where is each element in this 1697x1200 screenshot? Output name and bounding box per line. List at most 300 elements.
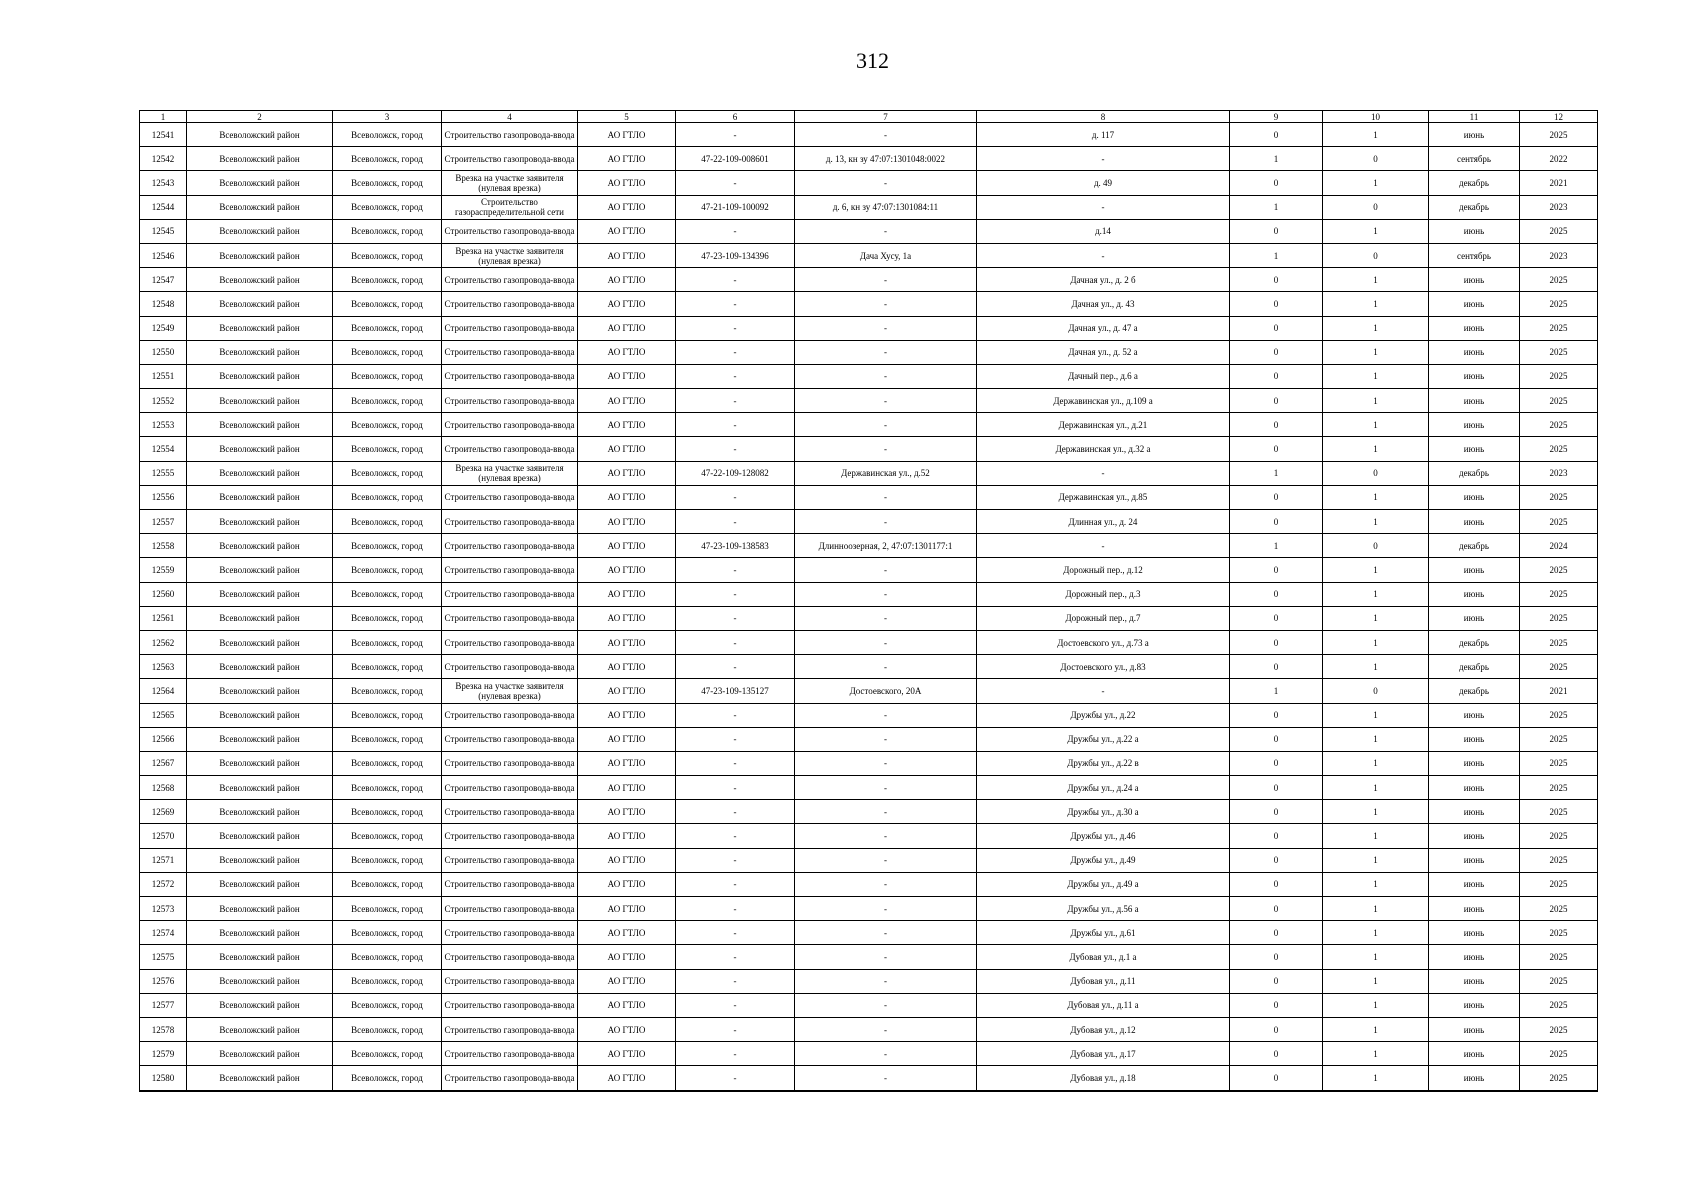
table-cell: -: [676, 316, 795, 340]
table-cell: АО ГТЛО: [578, 268, 676, 292]
table-cell: 12565: [140, 703, 187, 727]
table-cell: АО ГТЛО: [578, 1042, 676, 1066]
table-cell: 0: [1230, 606, 1323, 630]
table-cell: АО ГТЛО: [578, 655, 676, 679]
table-cell: Дружбы ул., д.22 в: [977, 751, 1230, 775]
table-cell: Всеволожск, город: [333, 872, 442, 896]
table-cell: 2024: [1520, 534, 1598, 558]
table-cell: Дружбы ул., д.56 а: [977, 897, 1230, 921]
table-cell: июнь: [1429, 993, 1520, 1017]
table-cell: 2021: [1520, 171, 1598, 195]
table-cell: 0: [1230, 510, 1323, 534]
table-cell: АО ГТЛО: [578, 727, 676, 751]
table-cell: Всеволожский район: [187, 485, 333, 509]
table-cell: Всеволожск, город: [333, 776, 442, 800]
table-row: [140, 1042, 1598, 1066]
table-cell: Строительство газопровода-ввода: [442, 510, 578, 534]
table-cell: Всеволожский район: [187, 921, 333, 945]
table-cell: 2025: [1520, 872, 1598, 896]
table-cell: декабрь: [1429, 195, 1520, 219]
table-cell: -: [676, 897, 795, 921]
table-cell: 0: [1323, 679, 1429, 703]
table-cell: декабрь: [1429, 630, 1520, 654]
table-cell: Всеволожский район: [187, 1042, 333, 1066]
table-cell: Дружбы ул., д.49: [977, 848, 1230, 872]
table-cell: Строительство газопровода-ввода: [442, 776, 578, 800]
table-cell: 1: [1323, 921, 1429, 945]
table-cell: Достоевского ул., д.83: [977, 655, 1230, 679]
table-cell: 12559: [140, 558, 187, 582]
table-cell: 12562: [140, 630, 187, 654]
table-cell: -: [795, 389, 977, 413]
table-row: [140, 316, 1598, 340]
table-cell: 1: [1323, 340, 1429, 364]
page-number: 312: [856, 48, 889, 73]
column-header: 12: [1520, 111, 1598, 123]
table-cell: Строительство газопровода-ввода: [442, 292, 578, 316]
table-cell: Дачная ул., д. 47 а: [977, 316, 1230, 340]
table-cell: -: [795, 316, 977, 340]
table-cell: 12575: [140, 945, 187, 969]
table-cell: июнь: [1429, 268, 1520, 292]
table-cell: июнь: [1429, 292, 1520, 316]
table-cell: -: [977, 461, 1230, 485]
table-cell: 2025: [1520, 292, 1598, 316]
table-cell: 2023: [1520, 243, 1598, 267]
table-row: [140, 751, 1598, 775]
table-cell: -: [795, 993, 977, 1017]
table-cell: АО ГТЛО: [578, 485, 676, 509]
table-cell: 1: [1323, 945, 1429, 969]
table-cell: Строительство газопровода-ввода: [442, 606, 578, 630]
table-cell: -: [676, 364, 795, 388]
table-cell: 2025: [1520, 510, 1598, 534]
table-cell: июнь: [1429, 510, 1520, 534]
table-cell: Всеволожск, город: [333, 147, 442, 171]
table-cell: -: [676, 485, 795, 509]
table-cell: 12557: [140, 510, 187, 534]
table-cell: -: [676, 993, 795, 1017]
table-row: [140, 413, 1598, 437]
table-cell: Всеволожск, город: [333, 630, 442, 654]
table-cell: сентябрь: [1429, 243, 1520, 267]
table-cell: 12544: [140, 195, 187, 219]
table-cell: Всеволожский район: [187, 751, 333, 775]
table-cell: Всеволожск, город: [333, 316, 442, 340]
table-cell: 1: [1323, 993, 1429, 1017]
table-cell: Всеволожский район: [187, 147, 333, 171]
table-cell: Всеволожск, город: [333, 389, 442, 413]
table-cell: Всеволожский район: [187, 340, 333, 364]
table-cell: 47-21-109-100092: [676, 195, 795, 219]
table-cell: Дружбы ул., д.22 а: [977, 727, 1230, 751]
table-cell: 2025: [1520, 340, 1598, 364]
table-cell: июнь: [1429, 606, 1520, 630]
table-cell: -: [676, 776, 795, 800]
table-row: [140, 219, 1598, 243]
table-cell: АО ГТЛО: [578, 606, 676, 630]
table-cell: -: [795, 897, 977, 921]
table-cell: Всеволожск, город: [333, 243, 442, 267]
table-cell: 0: [1230, 582, 1323, 606]
table-cell: 0: [1230, 316, 1323, 340]
table-cell: -: [795, 751, 977, 775]
table-cell: 2025: [1520, 945, 1598, 969]
table-cell: 2022: [1520, 147, 1598, 171]
table-cell: АО ГТЛО: [578, 364, 676, 388]
table-cell: 1: [1323, 800, 1429, 824]
table-cell: Строительство газопровода-ввода: [442, 800, 578, 824]
table-cell: декабрь: [1429, 679, 1520, 703]
table-cell: 0: [1230, 848, 1323, 872]
table-cell: -: [977, 243, 1230, 267]
table-cell: -: [676, 921, 795, 945]
table-cell: Достоевского, 20А: [795, 679, 977, 703]
table-cell: АО ГТЛО: [578, 1017, 676, 1041]
table-cell: 47-23-109-135127: [676, 679, 795, 703]
table-cell: -: [795, 219, 977, 243]
table-cell: Дача Хусу, 1а: [795, 243, 977, 267]
table-cell: июнь: [1429, 703, 1520, 727]
table-cell: -: [676, 655, 795, 679]
table-cell: 1: [1323, 582, 1429, 606]
table-cell: АО ГТЛО: [578, 993, 676, 1017]
table-cell: Державинская ул., д.21: [977, 413, 1230, 437]
table-cell: 12556: [140, 485, 187, 509]
table-cell: -: [676, 340, 795, 364]
table-cell: 0: [1230, 703, 1323, 727]
table-cell: 2025: [1520, 413, 1598, 437]
table-cell: -: [676, 606, 795, 630]
table-cell: АО ГТЛО: [578, 872, 676, 896]
table-cell: 12548: [140, 292, 187, 316]
table-cell: 2025: [1520, 751, 1598, 775]
table-row: [140, 389, 1598, 413]
table-cell: 12563: [140, 655, 187, 679]
table-cell: 12545: [140, 219, 187, 243]
table-cell: июнь: [1429, 1066, 1520, 1091]
table-row: [140, 243, 1598, 267]
table-cell: Дорожный пер., д.7: [977, 606, 1230, 630]
table-cell: -: [795, 655, 977, 679]
table-cell: -: [795, 292, 977, 316]
table-cell: Всеволожский район: [187, 630, 333, 654]
header-row: [140, 111, 1598, 123]
table-cell: 12568: [140, 776, 187, 800]
table-cell: Всеволожский район: [187, 606, 333, 630]
table-cell: 2025: [1520, 485, 1598, 509]
table-cell: Дубовая ул., д.1 а: [977, 945, 1230, 969]
table-row: [140, 364, 1598, 388]
table-cell: -: [795, 364, 977, 388]
table-cell: Строительство газопровода-ввода: [442, 558, 578, 582]
table-cell: 47-23-109-134396: [676, 243, 795, 267]
table-row: [140, 510, 1598, 534]
table-cell: 2025: [1520, 897, 1598, 921]
table-cell: 1: [1323, 969, 1429, 993]
table-cell: Строительство газораспределительной сети: [442, 195, 578, 219]
table-cell: -: [676, 727, 795, 751]
table-cell: 0: [1323, 461, 1429, 485]
table-cell: 1: [1323, 897, 1429, 921]
table-cell: АО ГТЛО: [578, 679, 676, 703]
table-cell: АО ГТЛО: [578, 630, 676, 654]
table-cell: 1: [1323, 1017, 1429, 1041]
table-cell: АО ГТЛО: [578, 945, 676, 969]
table-row: [140, 703, 1598, 727]
table-cell: -: [795, 969, 977, 993]
table-cell: 0: [1230, 292, 1323, 316]
table-cell: Всеволожск, город: [333, 945, 442, 969]
table-cell: июнь: [1429, 800, 1520, 824]
table-cell: 1: [1323, 727, 1429, 751]
table-cell: декабрь: [1429, 461, 1520, 485]
table-cell: июнь: [1429, 1017, 1520, 1041]
table-cell: июнь: [1429, 123, 1520, 147]
table-cell: Всеволожский район: [187, 993, 333, 1017]
table-cell: 1: [1323, 268, 1429, 292]
table-cell: -: [676, 437, 795, 461]
table-cell: Строительство газопровода-ввода: [442, 340, 578, 364]
table-cell: Всеволожский район: [187, 413, 333, 437]
table-row: [140, 1017, 1598, 1041]
table-cell: Строительство газопровода-ввода: [442, 824, 578, 848]
table-cell: Строительство газопровода-ввода: [442, 993, 578, 1017]
table-row: [140, 655, 1598, 679]
table-cell: АО ГТЛО: [578, 243, 676, 267]
table-cell: Дубовая ул., д.11 а: [977, 993, 1230, 1017]
table-cell: июнь: [1429, 921, 1520, 945]
table-cell: Всеволожск, город: [333, 897, 442, 921]
table-cell: Всеволожский район: [187, 195, 333, 219]
table-cell: -: [676, 389, 795, 413]
table-cell: Врезка на участке заявителя (нулевая врезка): [442, 243, 578, 267]
table-row: [140, 679, 1598, 703]
table-cell: -: [795, 485, 977, 509]
table-cell: 0: [1230, 219, 1323, 243]
table-cell: -: [795, 510, 977, 534]
table-row: [140, 824, 1598, 848]
table-row: [140, 437, 1598, 461]
table-cell: Строительство газопровода-ввода: [442, 147, 578, 171]
table-row: [140, 268, 1598, 292]
table-cell: Строительство газопровода-ввода: [442, 630, 578, 654]
table-cell: 0: [1323, 243, 1429, 267]
table-cell: 0: [1230, 1066, 1323, 1091]
table-cell: -: [676, 1042, 795, 1066]
table-cell: Строительство газопровода-ввода: [442, 751, 578, 775]
table-cell: АО ГТЛО: [578, 824, 676, 848]
table-cell: -: [795, 1017, 977, 1041]
table-cell: -: [676, 413, 795, 437]
table-cell: Дорожный пер., д.12: [977, 558, 1230, 582]
table-cell: -: [676, 268, 795, 292]
table-cell: Всеволожск, город: [333, 534, 442, 558]
table-row: [140, 969, 1598, 993]
table-row: [140, 921, 1598, 945]
table-cell: 2025: [1520, 1042, 1598, 1066]
column-header: 9: [1230, 111, 1323, 123]
table-cell: Строительство газопровода-ввода: [442, 268, 578, 292]
table-cell: Врезка на участке заявителя (нулевая врезка): [442, 461, 578, 485]
table-cell: -: [977, 195, 1230, 219]
table-cell: 1: [1230, 195, 1323, 219]
table-cell: 1: [1323, 316, 1429, 340]
table-cell: АО ГТЛО: [578, 969, 676, 993]
table-cell: июнь: [1429, 751, 1520, 775]
table-cell: Всеволожск, город: [333, 485, 442, 509]
table-cell: -: [676, 171, 795, 195]
table-cell: 1: [1323, 292, 1429, 316]
table-cell: -: [795, 848, 977, 872]
table-row: [140, 993, 1598, 1017]
table-cell: 12543: [140, 171, 187, 195]
table-cell: 2025: [1520, 993, 1598, 1017]
table-cell: 2025: [1520, 1017, 1598, 1041]
table-cell: Всеволожск, город: [333, 751, 442, 775]
table-cell: 0: [1230, 751, 1323, 775]
table-cell: 2025: [1520, 703, 1598, 727]
table-cell: июнь: [1429, 340, 1520, 364]
table-cell: -: [795, 800, 977, 824]
table-cell: -: [676, 848, 795, 872]
table-cell: Дружбы ул., д.24 а: [977, 776, 1230, 800]
table-cell: июнь: [1429, 776, 1520, 800]
table-cell: декабрь: [1429, 171, 1520, 195]
table-cell: 12579: [140, 1042, 187, 1066]
table-cell: 2025: [1520, 606, 1598, 630]
column-header: 11: [1429, 111, 1520, 123]
table-cell: Всеволожск, город: [333, 679, 442, 703]
table-cell: Всеволожск, город: [333, 364, 442, 388]
table-cell: 1: [1323, 219, 1429, 243]
table-row: [140, 872, 1598, 896]
table-cell: Дубовая ул., д.18: [977, 1066, 1230, 1091]
table-cell: 12572: [140, 872, 187, 896]
table-cell: 12570: [140, 824, 187, 848]
table-cell: Строительство газопровода-ввода: [442, 1017, 578, 1041]
table-cell: -: [676, 969, 795, 993]
table-cell: -: [795, 582, 977, 606]
table-row: [140, 800, 1598, 824]
table-cell: 47-22-109-128082: [676, 461, 795, 485]
table-cell: АО ГТЛО: [578, 751, 676, 775]
table-cell: июнь: [1429, 897, 1520, 921]
table-cell: -: [795, 703, 977, 727]
table-cell: 1: [1323, 558, 1429, 582]
table-cell: -: [676, 558, 795, 582]
table-cell: Всеволожск, город: [333, 510, 442, 534]
table-cell: 0: [1230, 776, 1323, 800]
table-cell: 12553: [140, 413, 187, 437]
table-cell: 0: [1230, 558, 1323, 582]
table-cell: июнь: [1429, 413, 1520, 437]
table-cell: 2025: [1520, 969, 1598, 993]
table-cell: АО ГТЛО: [578, 534, 676, 558]
table-cell: -: [676, 292, 795, 316]
table-cell: Всеволожский район: [187, 848, 333, 872]
table-cell: Строительство газопровода-ввода: [442, 969, 578, 993]
table-cell: -: [676, 219, 795, 243]
table-cell: 12580: [140, 1066, 187, 1091]
table-cell: 1: [1323, 848, 1429, 872]
table-cell: АО ГТЛО: [578, 848, 676, 872]
table-cell: Всеволожск, город: [333, 848, 442, 872]
table-cell: Всеволожск, город: [333, 219, 442, 243]
table-cell: Всеволожский район: [187, 727, 333, 751]
table-cell: 1: [1323, 1042, 1429, 1066]
table-cell: АО ГТЛО: [578, 776, 676, 800]
table-row: [140, 123, 1598, 147]
table-cell: 2025: [1520, 848, 1598, 872]
table-cell: Строительство газопровода-ввода: [442, 1066, 578, 1091]
table-cell: июнь: [1429, 389, 1520, 413]
table-cell: 0: [1230, 340, 1323, 364]
table-cell: Всеволожский район: [187, 703, 333, 727]
table-cell: 1: [1230, 243, 1323, 267]
table-cell: Всеволожский район: [187, 171, 333, 195]
table-cell: 12552: [140, 389, 187, 413]
table-cell: Державинская ул., д.52: [795, 461, 977, 485]
table-cell: Всеволожский район: [187, 510, 333, 534]
table-cell: Всеволожский район: [187, 679, 333, 703]
table-cell: 1: [1230, 461, 1323, 485]
table-cell: 12578: [140, 1017, 187, 1041]
table-cell: 1: [1323, 703, 1429, 727]
table-cell: Дорожный пер., д.3: [977, 582, 1230, 606]
table-cell: Всеволожский район: [187, 872, 333, 896]
table-cell: 2023: [1520, 461, 1598, 485]
table-cell: июнь: [1429, 558, 1520, 582]
table-cell: 0: [1230, 1017, 1323, 1041]
table-cell: Всеволожский район: [187, 655, 333, 679]
table-cell: Всеволожск, город: [333, 824, 442, 848]
table-cell: АО ГТЛО: [578, 123, 676, 147]
table-cell: -: [795, 1066, 977, 1091]
table-cell: 12551: [140, 364, 187, 388]
table-cell: Строительство газопровода-ввода: [442, 872, 578, 896]
table-cell: АО ГТЛО: [578, 437, 676, 461]
table-cell: июнь: [1429, 219, 1520, 243]
table-cell: Всеволожский район: [187, 389, 333, 413]
table-cell: 0: [1323, 534, 1429, 558]
table-cell: Строительство газопровода-ввода: [442, 219, 578, 243]
table-row: [140, 171, 1598, 195]
table-cell: июнь: [1429, 582, 1520, 606]
table-cell: Строительство газопровода-ввода: [442, 727, 578, 751]
table-cell: 2025: [1520, 389, 1598, 413]
table-cell: -: [676, 800, 795, 824]
table-cell: 1: [1323, 389, 1429, 413]
table-cell: Всеволожск, город: [333, 268, 442, 292]
table-cell: Всеволожский район: [187, 243, 333, 267]
table-cell: 2025: [1520, 558, 1598, 582]
table-cell: Врезка на участке заявителя (нулевая врезка): [442, 679, 578, 703]
table-cell: -: [795, 606, 977, 630]
table-row: [140, 582, 1598, 606]
table-cell: Строительство газопровода-ввода: [442, 389, 578, 413]
table-cell: 0: [1230, 413, 1323, 437]
table-cell: 12561: [140, 606, 187, 630]
column-header: 2: [187, 111, 333, 123]
table-cell: -: [795, 872, 977, 896]
table-cell: Дубовая ул., д.17: [977, 1042, 1230, 1066]
table-cell: 12564: [140, 679, 187, 703]
table-cell: Врезка на участке заявителя (нулевая врезка): [442, 171, 578, 195]
table-cell: Всеволожск, город: [333, 123, 442, 147]
table-cell: -: [676, 123, 795, 147]
table-cell: 1: [1323, 630, 1429, 654]
